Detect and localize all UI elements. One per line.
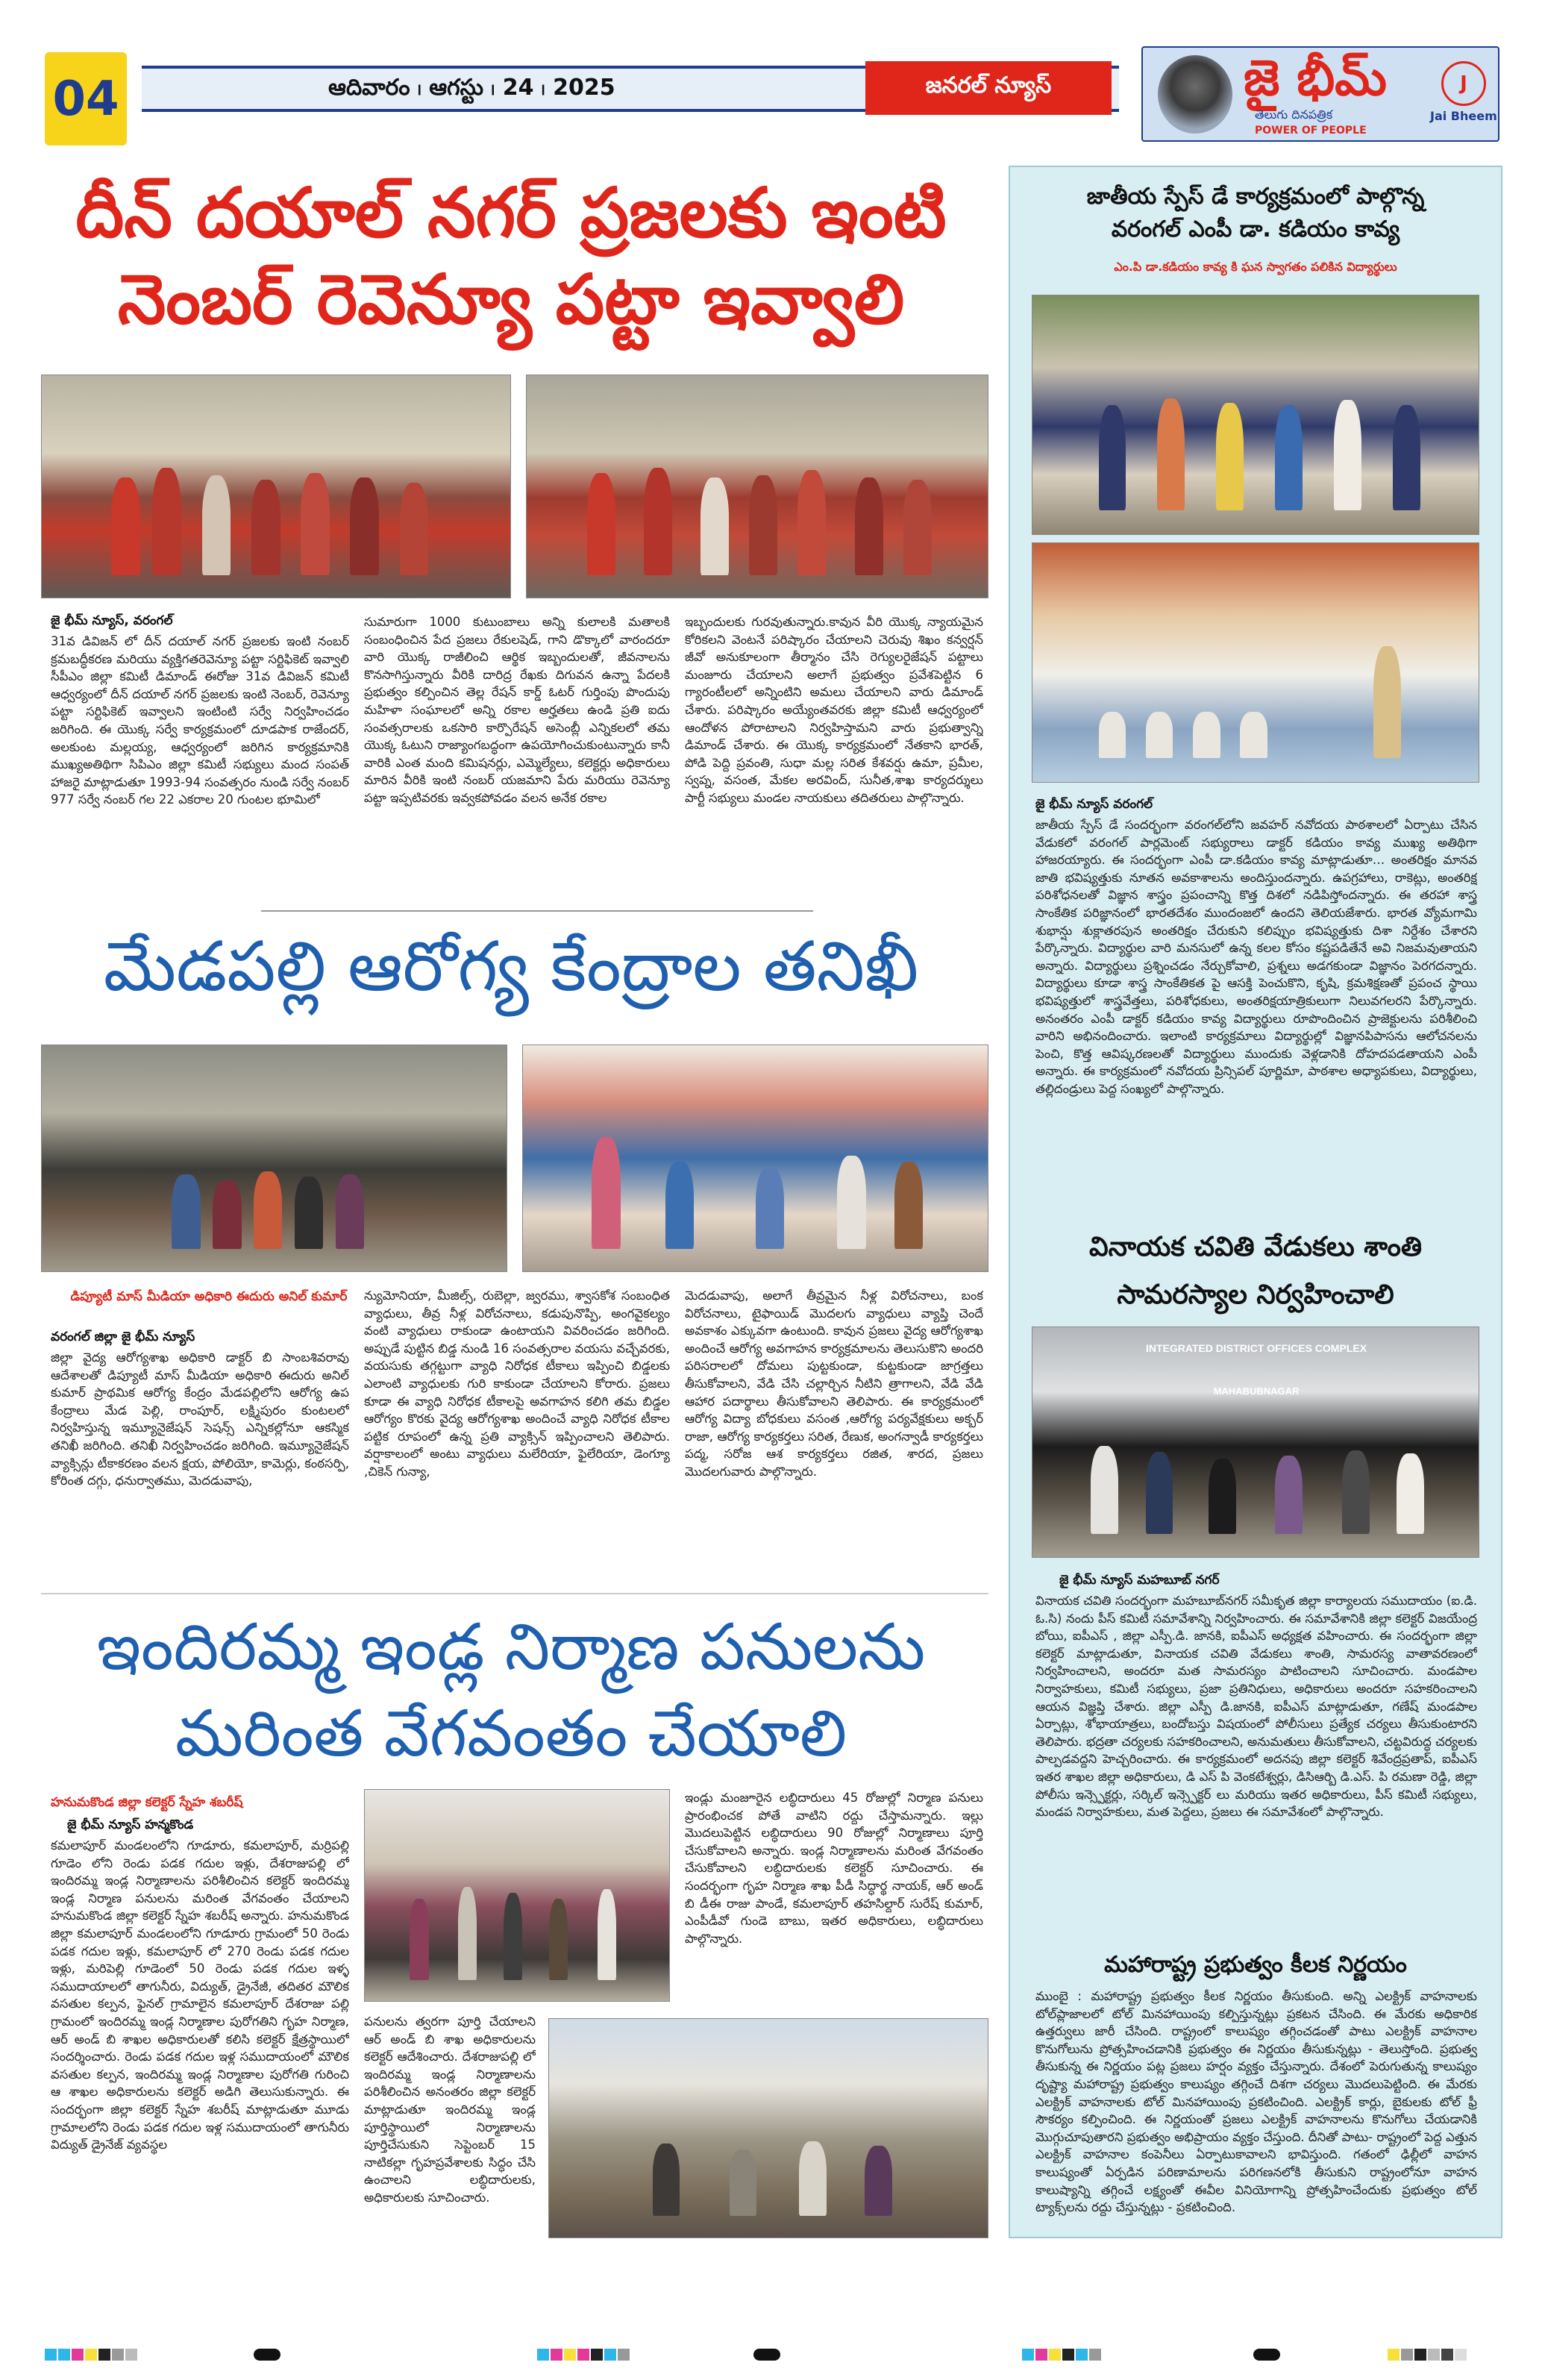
sidebar-story2-headline (1022, 1224, 1489, 1319)
story2-column-3: మెదడువాపు, అలాగే తీవ్రమైన నీళ్ల విరోచనాలు, బంక విరోచనాలు, టైఫాయిడ్ మొదలగు వ్యాధులు వ్యాప్తి చెందే అవకాశం ఎక్కువగా ఉంటుంది. కావున ప్రజలు వైద్య ఆరోగ్యశాఖ అందించే ఆరోగ్య అవగాహన కార్యక్రమాలను తెలుసుకొని అందరి పరిసరాలలో దోమలు పుట్టకుండా, కుట్టకుండా జాగ్రత్తలు తీసుకోవాలని, వేడి చేసి చల్లార్చిన నీటిని త్రాగాలని, వేడి వేడి ఆహార పదార్థాలు తీసుకోవాలని తెలిపారు. ఈ కార్యక్రమంలో ఆరోగ్య విద్యా బోధకులు వసంత ,ఆరోగ్య పర్యవేక్షకులు అక్బర్ రాజా, ఆరోగ్య కార్యకర్తలు సరిత, రేణుక, అంగన్వాడీ కార్యకర్తలు పద్మ, సరోజ ఆశ కార్యకర్తలు రజిత, శారద, ప్రజలు మొదలగువారు పాల్గొన్నారు. (685, 1288, 983, 1479)
sidebar-story1-caption: ఎం.పి డా.కడియం కావ్య కి ఘన స్వాగతం పలికిన విద్యార్థులు (1114, 260, 1397, 274)
sidebar-story1-headline-line1: జాతీయ స్పేస్ డే కార్యక్రమంలో పాల్గొన్న (1086, 184, 1425, 210)
registration-pill-3 (1253, 2349, 1280, 2361)
story3-headline-line1: ఇందిరమ్మ ఇండ్ల నిర్మాణ పనులను (96, 1610, 926, 1685)
story1-column-2: సుమారుగా 1000 కుటుంబాలు అన్ని కులాలకి మతాలకి సంబంధించిన పేద ప్రజలు రేకులషెడ్, గాని డొక్కాలో వారందరూ వారి యొక్క రాజీలించి ఆర్థిక ఇబ్బందులతో, జీవనాలను కొనసాగిస్తున్నారు వీరికి దారిద్ర రేఖకు దిగువన ఉన్నా పేదలకి ప్రభుత్వం కల్పించిన తెల్ల రేషన్ కార్డ్ ఓటర్ గుర్తింపు పొందుపు మహిళా సంఘాలలో అన్ని రకాల అర్హతలు ఉండి ప్రతి ఐదు సంవత్సరాలకు ఒకసారి కార్పొరేషన్ అసెంబ్లీ ఎన్నికలలో తమ యొక్క ఓటుని రాజ్యాంగబద్ధంగా ఉపయోగించుకుంటున్నారు కానీ వారికి ఎంత మంది కమిషనర్లు, ఎమ్మెల్యేలు, కలెక్టర్లు అధికారులు మారిన వీరికి ఇంటి నంబర్ యజమాని పేరు మరియు రెవెన్యూ పట్టా ఇప్పటివరకు ఇవ్వకపోవడం వలన అనేక రకాల (364, 615, 670, 805)
issue-date: ఆదివారం ၊ ఆగస్టు ၊ 24 ၊ 2025 (328, 74, 615, 101)
sidebar-story1-body: జాతీయ స్పేస్ డే సందర్భంగా వరంగల్‌లోని జవహర్ నవోదయ పాఠశాలలో ఏర్పాటు చేసిన వేడుకలో వరంగల్ పార్లమెంట్ సభ్యురాలు డాక్టర్ కడియం కావ్య ముఖ్య అతిథిగా హాజరయ్యారు. ఈ సందర్భంగా ఎంపీ డా.కడియం కావ్య మాట్లాడుతూ… అంతరిక్షం మానవ జాతి భవిష్యత్తుకు నూతన అవకాశాలను అందిస్తుందన్నారు. ఉపగ్రహాలు, రాకెట్లు, అంతరిక్ష పరిశోధనలతో విజ్ఞాన శాస్త్రం ప్రపంచాన్ని కొత్త దిశలో నడిపిస్తోందన్నారు. ఈ తరహా శాస్త్ర సాంకేతిక పరిజ్ఞానంలో భారతదేశం ముందంజలో ఉందని తెలియజేశారు. భారత వ్యోమగామి శుభాన్షు శుక్లాతరపున అంతరిక్షం చేరుకుని కలిప్పుం భవిష్యత్తుకు దిశా నిర్దేశం చేశారని పేర్కొన్నారు. విద్యార్థుల వారి మనసులో ఉన్న కలల కోసం కష్టపడితేనే అవి నిజమవుతాయని అన్నారు. విద్యార్థులు ప్రశ్నించడం నేర్చుకోవాలి, ప్రశ్నలు అడగకుండా విజ్ఞానం పెరగదన్నారు. విద్యార్థులు కూడా శాస్త్ర సాంకేతికత పై ఆసక్తి పెంచుకొని, కృషి, క్రమశిక్షణతో ప్రపంచ స్థాయి భవిష్యత్తులో శాస్త్రవేత్తలు, పరిశోధకులు, అంతరిక్షయాత్రికులుగా నిలువగలరని పేర్కొన్నారు. అనంతరం ఎంపీ డాక్టర్ కడియం కావ్య విద్యార్థులు రూపొందించిన ప్రాజెక్టులను పరిశీలించి వారిని అభినందించారు. ఇలాంటి కార్యక్రమాలు విద్యార్థుల్లో విజ్ఞానపిపాసను ఆలోచనలను పెంచి, కొత్త ఆవిష్కరణలతో విద్యార్థులు ముందుకు వెళ్లడానికి దోహదపడతాయని ఎంపీ అన్నారు. ఈ కార్యక్రమంలో నవోదయ ప్రిన్సిపల్ పూర్ణిమా, పాఠశాల అధ్యాపకులు, విద్యార్థులు, తల్లిదండ్రులు పెద్ద సంఖ్యలో పాల్గొన్నారు. (1035, 818, 1477, 1096)
photo-sign-city: MAHABUBNAGAR (1213, 1385, 1300, 1397)
page-number: 04 (45, 52, 127, 145)
sidebar-story2-body: వినాయక చవితి సందర్భంగా మహబూబ్‌నగర్ సమీకృత జిల్లా కార్యాలయ సముదాయం (ఐ.డి. ఓ.సి) నందు పీస్ కమిటీ సమావేశాన్ని నిర్వహించారు. ఈ సమావేశానికి జిల్లా కలెక్టర్ విజయేంద్ర బోయి, ఐపీఎస్ , జిల్లా ఎస్పీ.డి. జానకి, ఐపీఎస్ అధ్యక్షత వహించారు. ఈ సందర్భంగా జిల్లా కలెక్టర్ మాట్లాడుతూ, వినాయక చవితి వేడుకలు శాంతి, సామరస్య వాతావరణంలో నిర్వహించాలని, అందరూ మత సామరస్యం పాటించాలని సూచించారు. మండపాల నిర్వాహకులు, కమిటీ సభ్యులు, ప్రజా ప్రతినిధులు, అధికారులు అందరూ సహకరించాలని ఆయన విజ్ఞప్తి చేశారు. జిల్లా ఎస్పీ డి.జానకి, ఐపీఎస్ మాట్లాడుతూ, గణేష్ మండపాల ఏర్పాట్లు, శోభాయాత్రలు, బందోబస్తు విషయంలో పోలీసులు ప్రత్యేక చర్యలు తీసుకుంటారని తెలిపారు. భద్రతా చర్యలకు సహకరించాలని, అనుమతులు తీసుకోవాలని, చట్టవిరుద్ధ చర్యలకు పాల్పడవద్దని హెచ్చరించారు. ఈ కార్యక్రమంలో అదనపు జిల్లా కలెక్టర్ శివేంద్రప్రతాప్, ఐపీఎస్ ఇతర శాఖల జిల్లా అధికారులు, డి ఎస్ పి వెంకటేశ్వర్లు, డిసిఆర్బి డి.ఎస్. పి రమణా రెడ్డి, జిల్లా పోలీసు ఇన్స్పెక్టర్లు, సర్కిల్ ఇన్స్పెక్టర్ లు మరియు ఇతర అధికారులు, పీస్ కమిటీ సభ్యులు, మండప నిర్వాహకులు, మత పెద్దలు, ప్రజలు ఈ సమావేశంలో పాల్గొన్నారు. (1035, 1594, 1477, 1820)
story3-column-3: ఇండ్లు మంజూరైన లబ్ధిదారులు 45 రోజుల్లో నిర్మాణ పనులు ప్రారంభించక పోతే వాటిని రద్దు చేస్తామన్నారు. ఇల్లు మొదలుపెట్టిన లబ్ధిదారులు 90 రోజుల్లో నిర్మాణాలు పూర్తి చేసుకోవాలని అన్నారు. ఇండ్ల నిర్మాణాలను మరింత వేగవంతం చేసుకోవాలని లబ్ధిదారులకు కలెక్టర్ సూచించారు. ఈ సందర్భంగా గృహ నిర్మాణ శాఖ పీడీ సిద్ధార్థ నాయక్, ఆర్ అండ్ బి డీఈ రాజు పాండే, కమలాపూర్ తహసిల్దార్ సురేష్ కుమార్, ఎంపీడీవో గుండె బాబు, ఇతర అధికారులు, లబ్ధిదారులు పాల్గొన్నారు. (685, 1791, 983, 1946)
story3-photo-top (364, 1789, 670, 2002)
story1-photo-left (41, 375, 511, 598)
story1-headline (37, 170, 985, 343)
section-tag: జనరల్ న్యూస్ (865, 61, 1112, 115)
sidebar-story1-photo-bottom (1032, 542, 1479, 783)
story2-photo-right (522, 1045, 988, 1272)
color-registration-center (537, 2349, 630, 2361)
story2-byline-official: డిప్యూటీ మాస్ మీడియా అధికారి ఈదురు అనిల్ కుమార్ (70, 1289, 348, 1304)
photo-sign: INTEGRATED DISTRICT OFFICES COMPLEX (1145, 1342, 1367, 1354)
story2-photo-left (41, 1045, 507, 1272)
masthead-logo-icon: J (1441, 61, 1486, 106)
story-divider (261, 910, 813, 912)
story3-byline-official: హనుమకొండ జిల్లా కలెక్టర్ స్నేహ శబరీష్ (51, 1795, 243, 1810)
story3-column-1: కమలాపూర్ మండలంలోని గూడూరు, కమలాపూర్, మర్రిపల్లి గూడెం లోని రెండు పడక గదుల ఇళ్లు, దేశరాజుపల్లి లో ఇందిరమ్మ ఇండ్ల నిర్మాణాలను పరిశీలించిన కలెక్టర్ ఇందిరమ్మ ఇండ్ల నిర్మాణ పనులను మరింత వేగవంతం చేయాలని హనుమకొండ జిల్లా కలెక్టర్ స్నేహ శబరీష్ అన్నారు. హనుమకొండ జిల్లా కమలాపూర్ మండలంలోని గూడూరు గ్రామంలో 50 రెండు పడక గదుల ఇళ్లు, కమలాపూర్ లో 270 రెండు పడక గదుల ఇళ్లు, మరిపెల్లి గూడెంలో 50 రెండు పడక గదుల ఇళ్ళ సముదాయాలలో తాగునీరు, విద్యుత్, డ్రైనేజీ, తదితర మౌలిక వసతుల కల్పన, ఫైనల్ గ్రామాలైన కమలాపూర్ దేశరాజు పల్లి గ్రామంలో ఇందిరమ్మ ఇండ్ల నిర్మాణాల పురోగతిని గృహ నిర్మాణ, ఆర్ అండ్ బి శాఖల అధికారులతో కలిసి కలెక్టర్ క్షేత్రస్థాయిలో సందర్శించారు. రెండు పడక గదుల ఇళ్ల సముదాయంలో మౌలిక వసతుల కల్పన, ఇందిరమ్మ ఇండ్ల నిర్మాణాల పురోగతి గురించి ఆ శాఖల అధికారులను కలెక్టర్ అడిగి తెలుసుకున్నారు. ఈ సందర్భంగా జిల్లా కలెక్టర్ స్నేహ శబరీష్ మాట్లాడుతూ మూడు గ్రామాలలోని రెండు పడక గదుల ఇళ్ల సముదాయంలో తాగునీరు విద్యుత్ డ్రైనేజ్ వ్యవస్థల (51, 1838, 349, 2152)
masthead-strap: POWER OF PEOPLE (1255, 125, 1367, 137)
sidebar-story1-photo-top (1032, 295, 1479, 535)
sidebar-story1-headline (1022, 181, 1489, 246)
registration-pill-2 (753, 2349, 780, 2361)
story1-photo-right (526, 375, 988, 598)
story1-column-3: ఇబ్బందులకు గురవుతున్నారు.కావున వీరి యొక్క న్యాయమైన కోరికలని వెంటనే పరిష్కారం చేయాలని చెరువు శిఖం కన్వర్షన్ జీవో అనుకూలంగా తీర్మానం చేసి రెగ్యులరైజేషన్ పట్టాలు మంజూరు చేయాలని అలాగే ప్రభుత్వం ప్రవేశపెట్టిన 6 గ్యారంటీలలో అన్నింటిని అమలు చేయాలని వారు డిమాండ్ చేశారు. పరిష్కారం అయ్యేంతవరకు జిల్లా కమిటీ ఆధ్వర్యంలో ఆందోళన పోరాటాలని నిర్వహిస్తామని వారు ప్రభుత్వాన్ని డిమాండ్ చేశారు. ఈ యొక్క కార్యక్రమంలో నేతకాని భారత్, పోడి పెద్ది ప్రవంతి, సుధా మల్ల సరిత కేశవర్షు ఉమా, ప్రమీల, స్వప్న, వసంత, మేకల అరవింద్, సునీత,శాఖ కార్యదర్శులు పార్టీ సభ్యులు మండల నాయకులు తదితరులు పాల్గొన్నారు. (685, 615, 983, 805)
story1-headline-line1: దీన్ దయాల్ నగర్ ప్రజలకు ఇంటి (75, 173, 947, 253)
story3-headline (37, 1604, 985, 1777)
color-registration-right (1022, 2349, 1101, 2361)
sidebar-story3-headline: మహారాష్ట్ర ప్రభుత్వం కీలక నిర్ణయం (1104, 1952, 1407, 1978)
story2-column-1: జిల్లా వైద్య ఆరోగ్యశాఖ అధికారి డాక్టర్ బి సాంబశివరావు ఆదేశాలతో డిప్యూటీ మాస్ మీడియా అధికారి ఈదురు అనిల్ కుమార్ ప్రాథమిక ఆరోగ్య కేంద్రం మేడపల్లిలోని ఆరోగ్య ఉప కేంద్రాలు మేడ పెల్లి, రాంపూర్, లక్ష్మిపురం కుంటలలో నిర్వహిస్తున్న ఇమ్యూనైజేషన్ సెషన్స్ ఎన్నికల్లోనూ ఆకస్మిక తనిఖీ జరిగింది. తనిఖీ నిర్వహించడం జరిగింది. ఇమ్యూనైజేషన్ వ్యాక్సిన్లు టీకాకరణం వలన క్షయ, పోలియో, కామెర్లు, కంఠసర్పి, కోరింత దగ్గు, ధనుర్వాతము, మెదడువాపు, (51, 1350, 349, 1488)
story3-column-2: పనులను త్వరగా పూర్తి చేయాలని ఆర్ అండ్ బి శాఖ అధికారులను కలెక్టర్ ఆదేశించారు. దేశరాజుపల్లి లో ఇందిరమ్మ ఇండ్ల నిర్మాణాలను పరిశీలించిన అనంతరం జిల్లా కలెక్టర్ మాట్లాడుతూ ఇందిరమ్మ ఇండ్ల పూర్తిస్థాయిలో నిర్మాణాలను పూర్తిచేసుకుని సెప్టెంబర్ 15 నాటికల్లా గృహప్రవేశాలకు సిద్ధం చేసి ఉంచాలని లబ్ధిదారులకు, అధికారులకు సూచించారు. (364, 2014, 536, 2205)
masthead-subtitle: తెలుగు దినపత్రిక (1255, 107, 1333, 122)
story1-byline: జై భీమ్ న్యూస్, వరంగల్ (51, 613, 173, 628)
sidebar-story2-byline: జై భీమ్ న్యూస్ మహబూబ్ నగర్ (1059, 1573, 1220, 1588)
color-registration-left (45, 2349, 137, 2361)
story1-column-1: 31వ డివిజన్ లో దీన్ దయాల్ నగర్ ప్రజలకు ఇంటి నంబర్ క్రమబద్ధీకరణ మరియు వ్యక్తిగతరెవెన్యూ పట్టా సర్టిఫికెట్ ఇవ్వాలి సీపీఎం జిల్లా కమిటీ డిమాండ్ ఈరోజు 31వ డివిజన్ కమిటీ ఆధ్వర్యంలో దీన్ దయాల్ నగర్ ప్రజలకు ఇంటి నెంబర్, రెవెన్యూ పట్టా సర్టిఫికెట్ ఇవ్వాలని ఇంటింటి సర్వే నిర్వహించడం జరిగింది. ఈ యొక్క సర్వే కార్యక్రమంలో దూడపాక రాజేందర్, అలకుంట మల్లయ్య, ఆధ్వర్యంలో జరిగిన కార్యక్రమానికి ముఖ్యఅతిథిగా సిపిఎం జిల్లా కమిటీ సభ్యులు మంద సంపత్ హాజరై మాట్లాడుతూ 1993-94 సంవత్సరం నుండి సర్వే నంబర్ 977 సర్వే నంబర్ గల 22 ఎకరాల 20 గుంటల భూమిలో (51, 634, 349, 807)
story3-byline: జై భీమ్ న్యూస్ హన్మకొండ (67, 1817, 194, 1832)
sidebar-story1-byline: జై భీమ్ న్యూస్ వరంగల్ (1035, 797, 1153, 812)
story2-byline: వరంగల్ జిల్లా జై భీమ్ న్యూస్ (51, 1330, 195, 1344)
story2-column-2: న్యుమోనియా, మీజిల్స్, రుబెల్లా, జ్వరము, శ్వాసకోశ సంబంధిత వ్యాధులు, తీవ్ర నీళ్ల విరోచనాలు, కడుపునొప్పి, అంగవైకల్యం వంటి వ్యాధులు రాకుండా ఉంటాయని వివరించడం జరిగింది. అప్పుడే పుట్టిన బిడ్డ నుండి 16 సంవత్సరాల వయసు వచ్చేవరకు, వయసుకు తగ్గట్టుగా వ్యాధి నిరోధక టీకాలు ఇప్పించి బిడ్డలకు ఎలాంటి వ్యాధులకు గురి కాకుండా చేయాలని కోరారు. ప్రజలు కూడా ఈ వ్యాధి నిరోధక టీకాలపై అవగాహన కలిగి తమ బిడ్డల ఆరోగ్యం కొరకు వైద్య ఆరోగ్యశాఖ అందించే వ్యాధి నిరోధక టీకాల పట్టిక రూపంలో ఉన్న ప్రతి వ్యాక్సిన్ ఇప్పించాలని తెలిపారు. వర్షాకాలంలో అంటు వ్యాధులు మలేరియా, ఫైలేరియా, డెంగ్యూ ,చికెన్ గున్యా, (364, 1288, 670, 1479)
story2-headline: మేడపల్లి ఆరోగ్య కేంద్రాల తనిఖీ (103, 927, 919, 1006)
color-registration-far-right (1388, 2349, 1467, 2361)
story3-photo-bottom (548, 2018, 988, 2238)
sidebar-story2-headline-line1: వినాయక చవితి వేడుకలు శాంతి (1088, 1232, 1423, 1262)
sidebar-story2-headline-line2: సామరస్యాల నిర్వహించాలి (1117, 1280, 1394, 1310)
story3-headline-line2: మరింత వేగవంతం చేయాలి (175, 1697, 847, 1771)
registration-pill-1 (254, 2349, 280, 2361)
masthead-title: జై భీమ్ (1244, 49, 1387, 107)
story-divider (41, 1593, 988, 1594)
sidebar-story2-photo (1032, 1327, 1479, 1558)
sidebar-story3-body: ముంబై : మహారాష్ట్ర ప్రభుత్వం కీలక నిర్ణయం తీసుకుంది. అన్ని ఎలక్ట్రిక్ వాహనాలకు టోల్‌ప్లాజాలలో టోల్ మినహాయింపు కల్పిస్తున్నట్లు ప్రకటన చేసింది. ఈ మేరకు అధికారిక ఉత్తర్వులు జారీ చేసింది. రాష్ట్రంలో కాలుష్యం తగ్గించడంతో పాటు ఎలక్ట్రిక్ వాహనాల కొనుగోలును ప్రోత్సహించడానికి ప్రభుత్వం ఈ నిర్ణయం తీసుకున్నట్లు - తెలుస్తోంది. ప్రభుత్వ తీసుకున్న ఈ నిర్ణయం పట్ల ప్రజలు హర్షం వ్యక్తం చేస్తున్నారు. దేశంలో పెరుగుతున్న కాలుష్యం దృష్ట్యా మహారాష్ట్ర ప్రభుత్వం కాలుష్యం తగ్గించే దిశగా చర్యలు మొదలుపెట్టింది. ఈ మేరకు ఎలక్ట్రిక్ వాహనాలకు టోల్ మినహాయింపు ప్రకటించింది. ఎలక్ట్రిక్ కార్లు, బైకులకు టోల్ ఫ్రీ సౌకర్యం కల్పించింది. ఈ నిర్ణయంతో ప్రజలు ఎలక్ట్రిక్ వాహనాలను కొనుగోలు చేయడానికి మొగ్గుచూపుతారని ప్రభుత్వం అభిప్రాయం వ్యక్తం చేస్తుంది. దీనితో పాటు- రాష్ట్రంలో పెద్ద ఎత్తున ఎలక్ట్రిక్ వాహనాల కంపెనీలు ఏర్పాటుకావాలని భావిస్తుంది. గతంలో ఢిల్లీలో వాహన కాలుష్యంతో ఏర్పడిన పరిణామాలను పరిగణనలోకి తీసుకుని రాష్ట్రంలోనూ వాహన కాలుష్యాన్ని తగ్గించే లక్ష్యంతో ఈవీల వినియోగాన్ని ప్రోత్సహించేందుకు ప్రభుత్వం టోల్ ట్యాక్స్‌లను రద్దు చేస్తున్నట్లు - ప్రకటించింది. (1035, 1989, 1477, 2215)
masthead-logo-text: Jai Bheem (1430, 109, 1497, 123)
story1-headline-line2: నెంబర్ రెవెన్యూ పట్టా ఇవ్వాలి (117, 260, 905, 339)
founder-portrait (1158, 55, 1232, 134)
masthead (1141, 46, 1499, 142)
sidebar-story1-headline-line2: వరంగల్ ఎంపీ డా. కడియం కావ్య (1111, 216, 1400, 242)
